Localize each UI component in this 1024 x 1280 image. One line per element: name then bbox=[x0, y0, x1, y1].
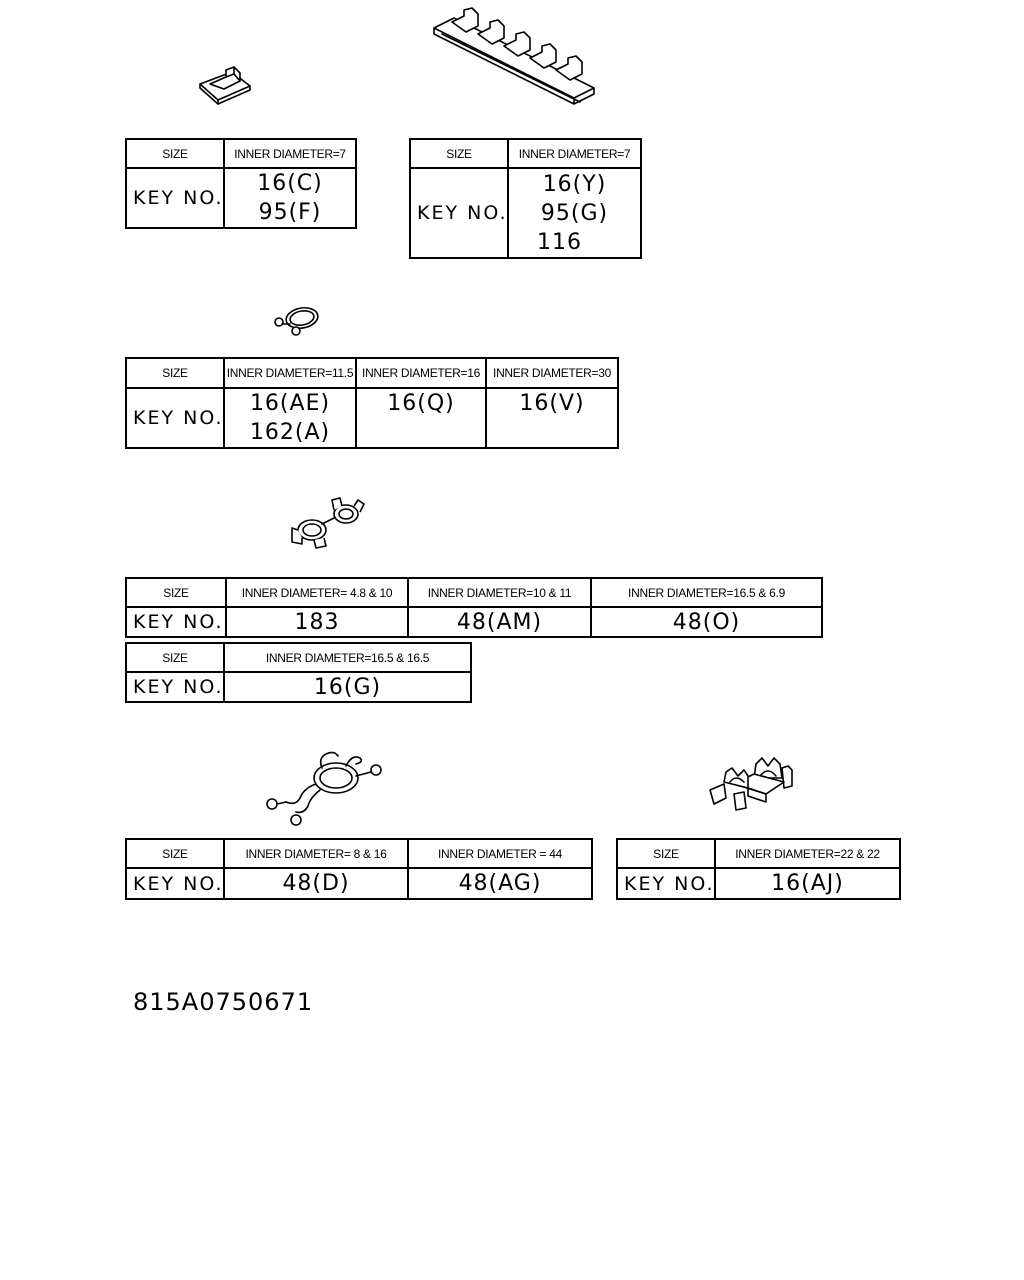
key-value: 16(Y) bbox=[542, 171, 607, 197]
key-value: 48(AM) bbox=[408, 607, 591, 637]
spec-table-7 bbox=[616, 838, 901, 900]
key-cell bbox=[508, 168, 641, 258]
spec-table-1 bbox=[125, 138, 357, 229]
spec-table-4 bbox=[125, 577, 823, 638]
key-cell bbox=[224, 388, 356, 448]
loop-clamp-icon bbox=[270, 300, 326, 338]
butterfly-clamp-icon bbox=[260, 748, 386, 828]
multi-clip-strip-icon bbox=[430, 6, 596, 106]
double-clamp-icon bbox=[288, 496, 366, 550]
size-label: SIZE bbox=[126, 139, 224, 168]
size-label: SIZE bbox=[126, 358, 224, 388]
key-cell bbox=[356, 388, 486, 448]
inner-diameter-header: INNER DIAMETER=16 bbox=[356, 358, 486, 388]
key-no-label: KEY NO. bbox=[126, 388, 224, 448]
key-value: 16(AE) bbox=[249, 391, 331, 416]
key-cell bbox=[486, 388, 618, 448]
spec-table-5 bbox=[125, 642, 472, 703]
key-value: 183 bbox=[226, 607, 408, 637]
inner-diameter-header: INNER DIAMETER=7 bbox=[224, 139, 356, 168]
key-no-label: KEY NO. bbox=[617, 868, 715, 899]
inner-diameter-header: INNER DIAMETER=22 & 22 bbox=[715, 839, 900, 868]
key-no-label: KEY NO. bbox=[410, 168, 508, 258]
size-label: SIZE bbox=[126, 839, 224, 868]
key-no-label: KEY NO. bbox=[126, 168, 224, 228]
size-label: SIZE bbox=[617, 839, 715, 868]
inner-diameter-header: INNER DIAMETER=11.5 bbox=[224, 358, 356, 388]
key-value: 16(C) bbox=[257, 171, 323, 196]
inner-diameter-header: INNER DIAMETER=16.5 & 16.5 bbox=[224, 643, 471, 672]
inner-diameter-header: INNER DIAMETER=7 bbox=[508, 139, 641, 168]
key-value: 16(G) bbox=[224, 672, 471, 702]
key-value: 162(A) bbox=[249, 420, 331, 445]
dual-saddle-clamp-icon bbox=[704, 752, 796, 814]
key-value: 16(AJ) bbox=[715, 868, 900, 899]
key-value: 95(G) bbox=[540, 200, 609, 226]
size-label: SIZE bbox=[126, 578, 226, 607]
key-value: 48(O) bbox=[591, 607, 822, 637]
spec-table-2 bbox=[409, 138, 642, 259]
key-no-label: KEY NO. bbox=[126, 607, 226, 637]
inner-diameter-header: INNER DIAMETER=16.5 & 6.9 bbox=[591, 578, 822, 607]
size-label: SIZE bbox=[126, 643, 224, 672]
size-label: SIZE bbox=[410, 139, 508, 168]
key-no-label: KEY NO. bbox=[126, 672, 224, 702]
inner-diameter-header: INNER DIAMETER= 4.8 & 10 bbox=[226, 578, 408, 607]
key-value: 16(Q) bbox=[387, 391, 455, 416]
key-value: 16(V) bbox=[519, 391, 585, 416]
key-value: 48(AG) bbox=[408, 868, 592, 899]
inner-diameter-header: INNER DIAMETER= 8 & 16 bbox=[224, 839, 408, 868]
key-cell bbox=[224, 168, 356, 228]
inner-diameter-header: INNER DIAMETER = 44 bbox=[408, 839, 592, 868]
key-value: 116 bbox=[537, 229, 582, 255]
inner-diameter-header: INNER DIAMETER=10 & 11 bbox=[408, 578, 591, 607]
spec-table-6 bbox=[125, 838, 593, 900]
inner-diameter-header: INNER DIAMETER=30 bbox=[486, 358, 618, 388]
key-no-label: KEY NO. bbox=[126, 868, 224, 899]
key-value: 48(D) bbox=[224, 868, 408, 899]
key-value: 95(F) bbox=[258, 200, 322, 225]
diagram-code: 815A0750671 bbox=[133, 988, 314, 1016]
spec-table-3 bbox=[125, 357, 619, 449]
single-clip-icon bbox=[196, 64, 256, 106]
